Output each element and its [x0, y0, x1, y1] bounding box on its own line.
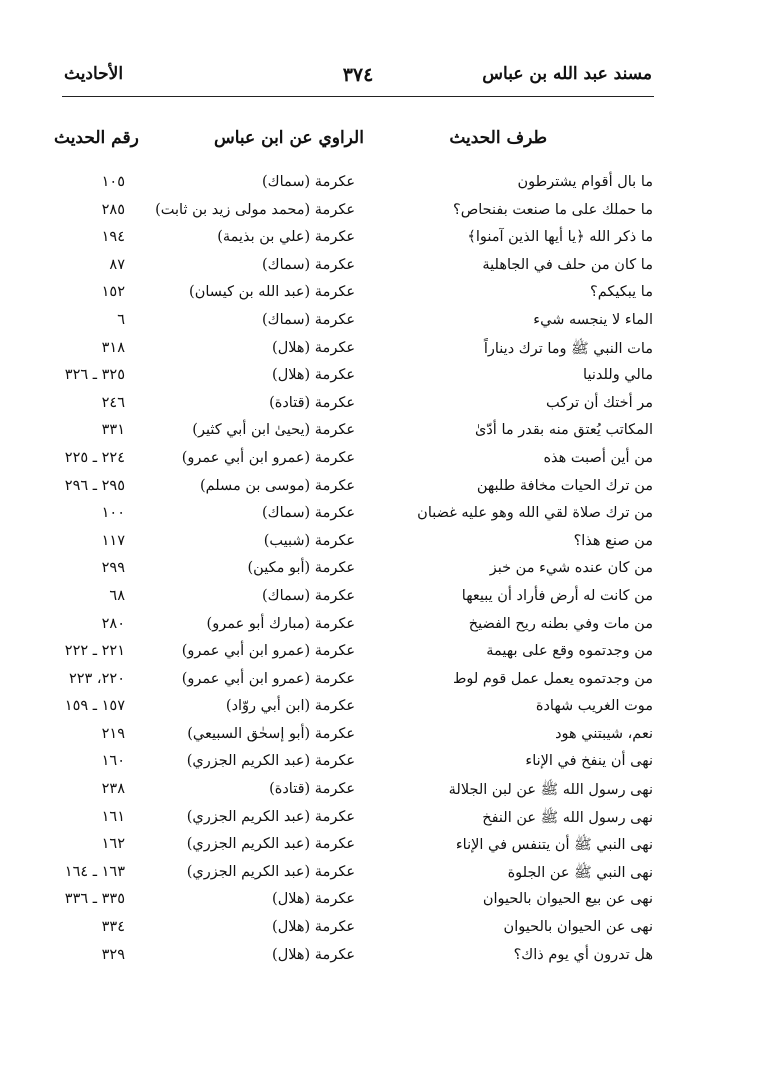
hadith-opening-text: نعم، شيبتني هود	[555, 725, 653, 742]
book-title: مسند عبد الله بن عباس	[482, 64, 652, 84]
page-header	[62, 60, 654, 97]
hadith-opening-text: من وجدتموه يعمل عمل قوم لوط	[452, 670, 653, 687]
hadith-number-cell: ٢١٩	[101, 725, 125, 742]
table-row	[0, 864, 765, 892]
hadith-number-cell: ١٩٤	[101, 229, 125, 246]
section-title: الأحاديث	[64, 64, 124, 84]
narrator-cell: عكرمة (سماك)	[261, 587, 355, 604]
narrator-cell: عكرمة (عبد الكريم الجزري)	[186, 808, 355, 825]
table-row	[0, 643, 765, 671]
narrator-cell: عكرمة (سماك)	[261, 505, 355, 522]
table-row	[0, 726, 765, 754]
hadith-number-cell: ١٦١	[101, 808, 125, 825]
hadith-index-table	[0, 174, 765, 974]
hadith-opening-text: ما حملك على ما صنعت بفنحاص؟	[453, 201, 653, 218]
hadith-opening-text: ما كان من حلف في الجاهلية	[482, 256, 653, 273]
table-row	[0, 836, 765, 864]
narrator-cell: عكرمة (أبو إسحٰق السبيعي)	[187, 725, 355, 742]
table-row	[0, 395, 765, 423]
table-row	[0, 781, 765, 809]
hadith-number-cell: ٦	[117, 311, 125, 328]
table-row	[0, 947, 765, 975]
hadith-number-cell: ١١٧	[101, 532, 125, 549]
hadith-opening-text: نهى رسول الله ﷺ عن النفخ	[482, 809, 653, 826]
narrator-cell: عكرمة (عمرو ابن أبي عمرو)	[181, 670, 355, 687]
narrator-cell: عكرمة (محمد مولى زيد بن ثابت)	[155, 201, 355, 218]
table-row	[0, 367, 765, 395]
hadith-number-cell: ٢٤٦	[101, 394, 125, 411]
column-header-raqm: رقم الحديث	[54, 128, 139, 148]
hadith-opening-text: ما بال أقوام يشترطون	[517, 174, 653, 190]
hadith-number-cell: ٣٢٥ ـ ٣٢٦	[64, 367, 125, 384]
hadith-number-cell: ٨٧	[109, 256, 125, 273]
hadith-opening-text: ما ذكر الله ﴿يا أيها الذين آمنوا﴾	[467, 229, 653, 246]
hadith-opening-text: من مات وفي بطنه ريح الفضيخ	[468, 615, 653, 632]
column-header-rawi: الراوي عن ابن عباس	[214, 128, 364, 148]
hadith-number-cell: ٣٣١	[101, 422, 125, 439]
table-row	[0, 340, 765, 368]
table-row	[0, 284, 765, 312]
hadith-number-cell: ٣٢٩	[101, 946, 125, 963]
table-row	[0, 505, 765, 533]
hadith-opening-text: ما يبكيكم؟	[590, 284, 653, 301]
hadith-number-cell: ٣١٨	[101, 339, 125, 356]
table-row	[0, 753, 765, 781]
narrator-cell: عكرمة (أبو مكين)	[247, 560, 355, 577]
hadith-opening-text: مر أختك أن تركب	[545, 394, 653, 411]
hadith-opening-text: نهى رسول الله ﷺ عن لبن الجلالة	[448, 782, 653, 799]
hadith-number-cell: ١٦٠	[101, 753, 125, 770]
hadith-opening-text: من صنع هذا؟	[573, 532, 653, 549]
hadith-number-cell: ١٠٥	[101, 174, 125, 190]
table-row	[0, 202, 765, 230]
hadith-number-cell: ٢٢٤ ـ ٢٢٥	[64, 449, 125, 466]
hadith-opening-text: نهى النبي ﷺ أن يتنفس في الإناء	[455, 837, 653, 854]
narrator-cell: عكرمة (يحيىٰ ابن أبي كثير)	[192, 422, 355, 439]
table-row	[0, 616, 765, 644]
narrator-cell: عكرمة (علي بن بذيمة)	[217, 229, 355, 246]
hadith-number-cell: ١٥٧ ـ ١٥٩	[64, 698, 125, 715]
table-row	[0, 422, 765, 450]
narrator-cell: عكرمة (هلال)	[272, 367, 355, 384]
table-row	[0, 560, 765, 588]
hadith-number-cell: ١٥٢	[101, 284, 125, 301]
narrator-cell: عكرمة (سماك)	[261, 174, 355, 190]
hadith-opening-text: من ترك الحيات مخافة طلبهن	[476, 477, 653, 494]
table-row	[0, 478, 765, 506]
table-row	[0, 312, 765, 340]
hadith-number-cell: ٢٩٥ ـ ٢٩٦	[64, 477, 125, 494]
narrator-cell: عكرمة (هلال)	[272, 919, 355, 936]
narrator-cell: عكرمة (قتادة)	[269, 394, 355, 411]
hadith-opening-text: من ترك صلاة لقي الله وهو عليه غضبان	[417, 505, 653, 522]
hadith-number-cell: ٢٨٥	[101, 201, 125, 218]
narrator-cell: عكرمة (عبد الكريم الجزري)	[186, 863, 355, 880]
hadith-number-cell: ٢٣٨	[101, 781, 125, 798]
table-row	[0, 450, 765, 478]
hadith-opening-text: من كانت له أرض فأراد أن يبيعها	[461, 587, 653, 604]
table-row	[0, 891, 765, 919]
narrator-cell: عكرمة (سماك)	[261, 256, 355, 273]
hadith-opening-text: نهى عن الحيوان بالحيوان	[503, 919, 653, 936]
narrator-cell: عكرمة (مبارك أبو عمرو)	[206, 615, 355, 632]
hadith-number-cell: ٣٣٥ ـ ٣٣٦	[64, 891, 125, 908]
table-row	[0, 257, 765, 285]
narrator-cell: عكرمة (عبد الله بن كيسان)	[189, 284, 355, 301]
hadith-opening-text: مات النبي ﷺ وما ترك ديناراً	[483, 340, 653, 357]
hadith-number-cell: ١٠٠	[101, 505, 125, 522]
hadith-opening-text: من وجدتموه وقع على بهيمة	[486, 643, 653, 660]
narrator-cell: عكرمة (موسى بن مسلم)	[199, 477, 355, 494]
table-row	[0, 698, 765, 726]
narrator-cell: عكرمة (عبد الكريم الجزري)	[186, 836, 355, 853]
table-row	[0, 919, 765, 947]
narrator-cell: عكرمة (عبد الكريم الجزري)	[186, 753, 355, 770]
table-row	[0, 533, 765, 561]
hadith-opening-text: هل تدرون أي يوم ذاك؟	[513, 946, 653, 963]
hadith-opening-text: مالي وللدنيا	[583, 367, 653, 384]
hadith-number-cell: ٢٩٩	[101, 560, 125, 577]
hadith-number-cell: ٢٢٠، ٢٢٣	[68, 670, 125, 687]
hadith-number-cell: ٦٨	[109, 587, 125, 604]
hadith-opening-text: المكاتب يُعتق منه بقدر ما أدّىٰ	[475, 422, 653, 439]
hadith-opening-text: نهى النبي ﷺ عن الجلوة	[507, 864, 653, 881]
hadith-number-cell: ٣٣٤	[101, 919, 125, 936]
narrator-cell: عكرمة (شبيب)	[263, 532, 355, 549]
column-header-tarf: طرف الحديث	[449, 128, 547, 148]
hadith-number-cell: ٢٢١ ـ ٢٢٢	[64, 643, 125, 660]
hadith-number-cell: ١٦٣ ـ ١٦٤	[64, 863, 125, 880]
hadith-opening-text: نهى عن بيع الحيوان بالحيوان	[482, 891, 653, 908]
table-row	[0, 174, 765, 202]
table-row	[0, 671, 765, 699]
hadith-opening-text: الماء لا ينجسه شيء	[533, 311, 653, 328]
hadith-number-cell: ١٦٢	[101, 836, 125, 853]
narrator-cell: عكرمة (ابن أبي روّاد)	[225, 698, 355, 715]
hadith-number-cell: ٢٨٠	[101, 615, 125, 632]
narrator-cell: عكرمة (قتادة)	[269, 781, 355, 798]
narrator-cell: عكرمة (هلال)	[272, 891, 355, 908]
table-row	[0, 588, 765, 616]
hadith-opening-text: من كان عنده شيء من خبز	[489, 560, 653, 577]
narrator-cell: عكرمة (هلال)	[272, 339, 355, 356]
page-number: ٣٧٤	[342, 64, 374, 86]
narrator-cell: عكرمة (عمرو ابن أبي عمرو)	[181, 449, 355, 466]
narrator-cell: عكرمة (سماك)	[261, 311, 355, 328]
narrator-cell: عكرمة (هلال)	[272, 946, 355, 963]
table-row	[0, 229, 765, 257]
hadith-opening-text: من أين أصبت هذه	[543, 449, 653, 466]
narrator-cell: عكرمة (عمرو ابن أبي عمرو)	[181, 643, 355, 660]
hadith-opening-text: موت الغريب شهادة	[535, 698, 653, 715]
table-row	[0, 809, 765, 837]
hadith-opening-text: نهى أن ينفخ في الإناء	[525, 753, 653, 770]
